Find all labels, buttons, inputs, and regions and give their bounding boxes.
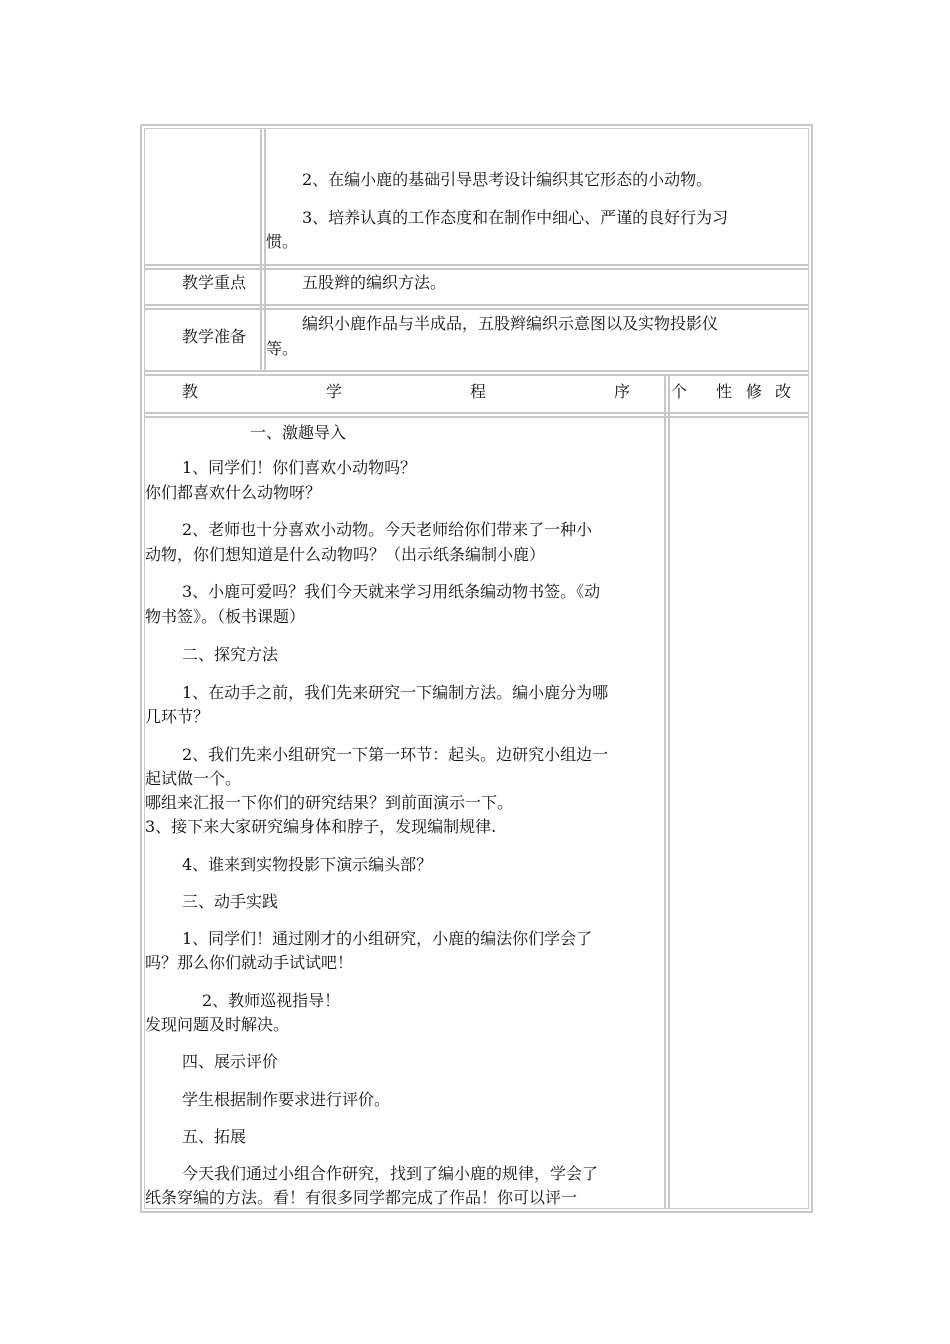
header-revision-char: 修: [746, 382, 763, 401]
procedure-line: 三、动手实践: [182, 892, 279, 911]
col-divider: [668, 374, 670, 1209]
procedure-line: 四、展示评价: [182, 1052, 279, 1071]
procedure-line: 4、谁来到实物投影下演示编头部？: [182, 855, 433, 874]
objective-2: 2、在编小鹿的基础引导思考设计编织其它形态的小动物。: [302, 170, 713, 189]
procedure-line: 1、在动手之前，我们先来研究一下编制方法。编小鹿分为哪: [182, 683, 609, 702]
procedure-line: 动物，你们想知道是什么动物吗？（出示纸条编制小鹿）: [145, 545, 546, 564]
preparation-value-a: 编织小鹿作品与半成品，五股辫编织示意图以及实物投影仪: [302, 314, 719, 333]
row-divider: [144, 304, 809, 306]
procedure-line: 1、同学们！你们喜欢小动物吗？: [182, 458, 417, 477]
header-revision-char: 改: [775, 382, 792, 401]
header-procedure-char: 程: [470, 382, 487, 401]
procedure-line: 今天我们通过小组合作研究，找到了编小鹿的规律，学会了: [182, 1164, 599, 1183]
key-point-label: 教学重点: [182, 273, 247, 292]
header-revision-char: 个: [671, 382, 688, 401]
row-divider: [144, 264, 809, 266]
row-divider: [144, 374, 809, 376]
objective-3-line-a: 3、培养认真的工作态度和在制作中细心、严谨的良好行为习: [302, 208, 729, 227]
procedure-line: 一、激趣导入: [250, 423, 347, 442]
header-procedure-char: 教: [182, 382, 199, 401]
procedure-line: 五、拓展: [182, 1127, 247, 1146]
procedure-line: 纸条穿编的方法。看！有很多同学都完成了作品！你可以评一: [145, 1188, 578, 1207]
procedure-line: 几环节？: [145, 707, 210, 726]
row-divider: [144, 370, 809, 372]
procedure-line: 2、教师巡视指导！: [202, 991, 341, 1010]
key-point-value: 五股辫的编织方法。: [302, 273, 447, 292]
row-divider: [144, 412, 809, 414]
row-divider: [144, 268, 809, 270]
col-divider: [260, 128, 262, 372]
header-procedure-char: 学: [326, 382, 343, 401]
procedure-line: 发现问题及时解决。: [145, 1015, 290, 1034]
preparation-value-b: 等。: [266, 339, 299, 358]
procedure-line: 学生根据制作要求进行评价。: [182, 1090, 391, 1109]
procedure-line: 二、探究方法: [182, 645, 279, 664]
objective-3-line-b: 惯。: [266, 232, 299, 251]
procedure-line: 2、老师也十分喜欢小动物。今天老师给你们带来了一种小: [182, 520, 593, 539]
procedure-line: 2、我们先来小组研究一下第一环节：起头。边研究小组边一: [182, 745, 609, 764]
procedure-line: 3、小鹿可爱吗？我们今天就来学习用纸条编动物书签。《动: [182, 582, 601, 601]
procedure-line: 1、同学们！通过刚才的小组研究，小鹿的编法你们学会了: [182, 929, 593, 948]
procedure-line: 3、接下来大家研究编身体和脖子，发现编制规律.: [145, 817, 497, 836]
preparation-label: 教学准备: [182, 327, 247, 346]
procedure-line: 起试做一个。: [145, 769, 242, 788]
header-procedure-char: 序: [614, 382, 631, 401]
procedure-line: 吗？那么你们就动手试试吧！: [145, 953, 354, 972]
col-divider: [664, 374, 666, 1209]
procedure-line: 物书签》。（板书课题）: [145, 607, 306, 626]
procedure-line: 你们都喜欢什么动物呀？: [145, 483, 322, 502]
header-revision-char: 性: [716, 382, 733, 401]
row-divider: [144, 308, 809, 310]
row-divider: [144, 416, 809, 418]
procedure-line: 哪组来汇报一下你们的研究结果？到前面演示一下。: [145, 793, 514, 812]
